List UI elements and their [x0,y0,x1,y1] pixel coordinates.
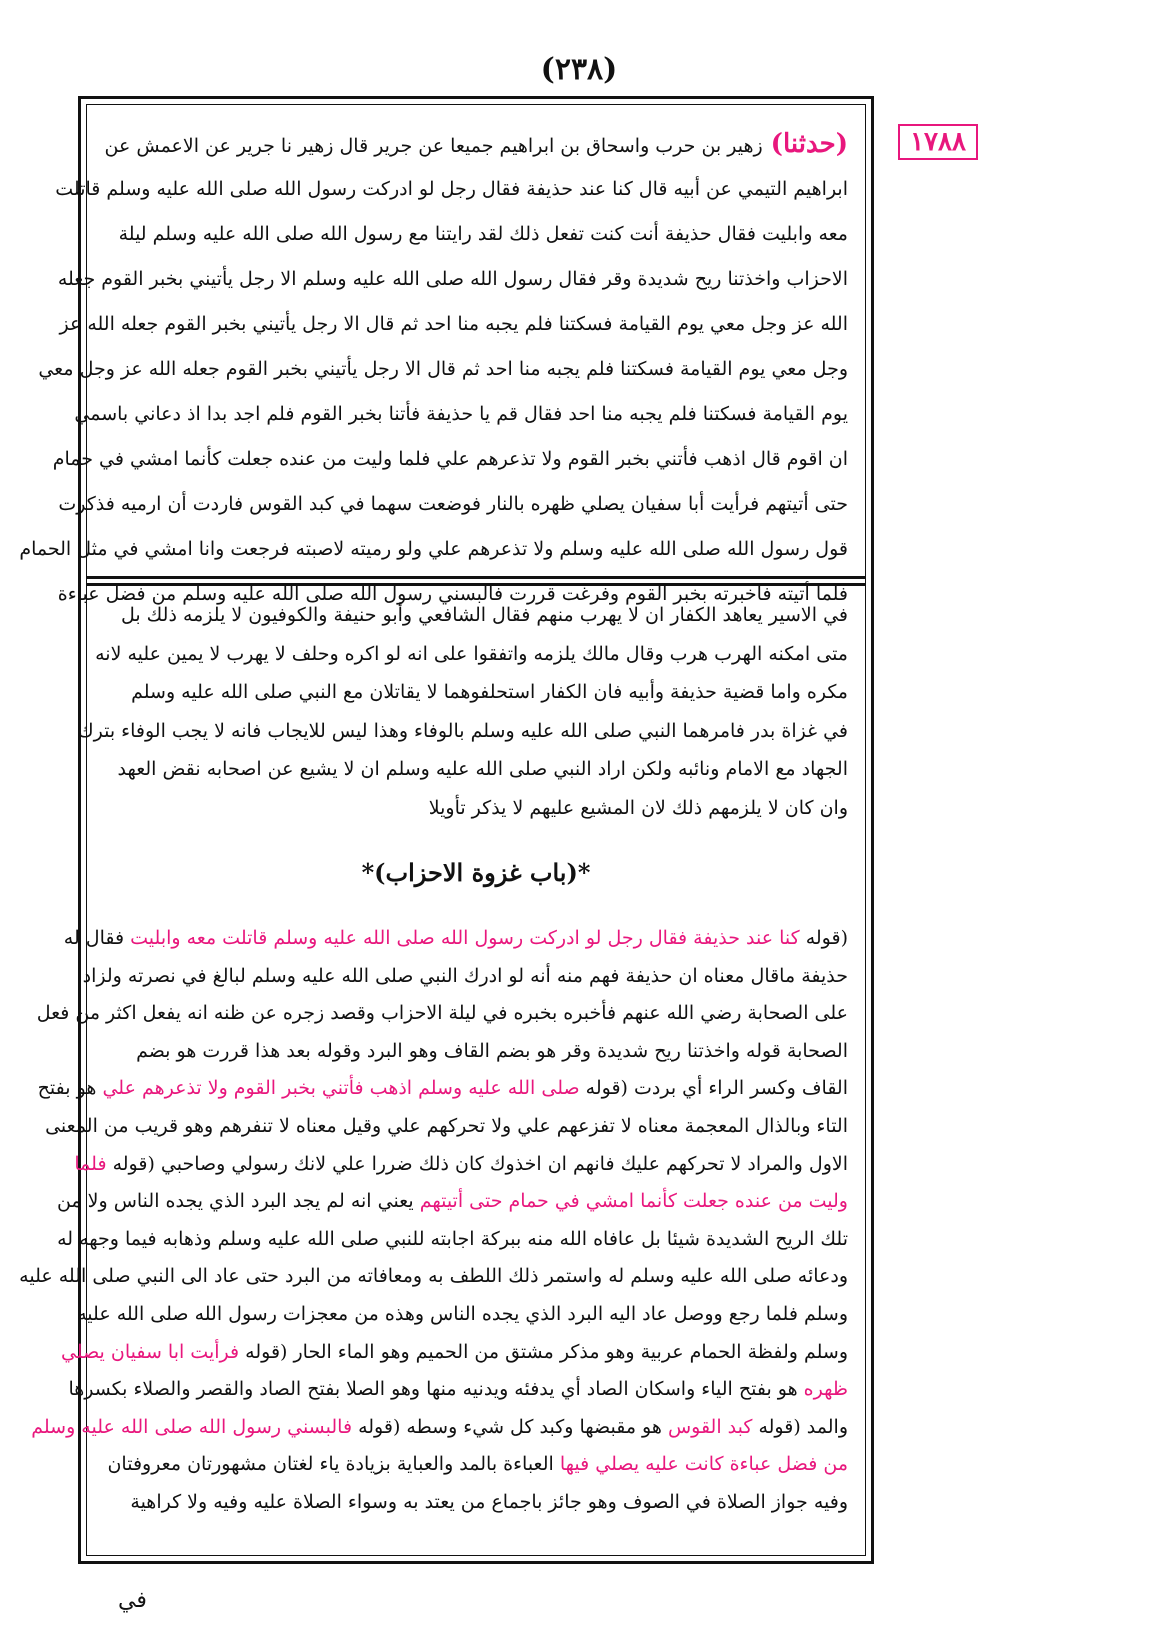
note-segment: القاف وكسر الراء أي بردت (قوله [579,1077,848,1100]
explanatory-notes [19,920,848,1522]
note-segment: يعني انه لم يجد البرد الذي يجده الناس ولا من [56,1190,420,1213]
commentary-line: في الاسير يعاهد الكفار ان لا يهرب منهم فقال الشافعي وأبو حنيفة والكوفيون لا يلزمه ذلك بل [120,604,848,626]
commentary-line: وان كان لا يلزمهم ذلك لان المشيع عليهم لا يذكر تأويلا [428,796,848,819]
page-number: (٢٣٨) [540,52,618,87]
note-segment: وسلم ولفظة الحمام عربية وهو مذكر مشتق من الحميم وهو الماء الحار (قوله [239,1340,848,1363]
hadith-line: فلما أتيته فاخبرته بخبر القوم وفرغت قررت فالبسني رسول الله صلى الله عليه وسلم من فضل عباءة [57,583,848,605]
note-segment: حذيفة ماقال معناه ان حذيفة فهم منه أنه لو ادرك النبي صلى الله عليه وسلم لبالغ في نصرته ولزاد [82,964,848,987]
note-line [104,1446,848,1484]
note-segment: التاء وبالذال المعجمة معناه لا تفزعهم علي ولا تحركهم علي وقيل معناه لا تنفرهم وهو قريب من المعنى [45,1114,848,1137]
note-line [45,1108,848,1146]
note-line [57,1221,848,1259]
note-line [56,1183,848,1221]
note-segment: وفيه جواز الصلاة في الصوف وهو جائز باجماع من يعتد به وسواء الصلاة عليه وفيه ولا كراهية [130,1490,848,1513]
note-segment: الصحابة قوله واخذتنا ريح شديدة وقر هو بضم القاف وهو البرد وقوله بعد هذا قررت هو بضم [136,1039,848,1062]
note-segment: على الصحابة رضي الله عنهم فأخبره بخبره في ليلة الاحزاب وقصد زجره عن ظنه انه يفعل اكثر من فعل [36,1002,848,1025]
quoted-matn-segment: وليت من عنده جعلت كأنما امشي في حمام حتى أتيتهم [419,1190,848,1213]
note-line [77,1296,848,1334]
note-line [19,1258,848,1296]
note-segment: فقال له [63,927,131,949]
quoted-matn-segment: فلما [74,1152,107,1175]
note-line [74,1146,848,1184]
note-segment: هو مقبضها وكبد كل شيء وسطه (قوله [352,1415,668,1438]
quoted-matn-segment: كنا عند حذيفة فقال رجل لو ادركت رسول الله صلى الله عليه وسلم قاتلت معه وابليت [130,927,800,949]
commentary-line: الجهاد مع الامام ونائبه ولكن اراد النبي صلى الله عليه وسلم ان لا يشيع عن اصحابه نقض العهد [117,758,848,780]
hadith-line: ابراهيم التيمي عن أبيه قال كنا عند حذيفة فقال رجل لو ادركت رسول الله صلى الله عليه وسلم قاتلت [55,178,848,200]
hadith-line: حتى أتيتهم فرأيت أبا سفيان يصلي ظهره بالنار فوضعت سهما في كبد القوس فاردت أن ارميه فذكرت [58,493,848,515]
note-line [60,1334,848,1372]
hadith-line: الله عز وجل معي يوم القيامة فسكتنا فلم يجبه منا احد ثم قال الا رجل يأتيني بخبر القوم جعله الله عز [59,313,848,335]
commentary-line: مكره واما قضية حذيفة وأبيه فان الكفار استحلفوهما لا يقاتلان مع النبي صلى الله عليه وسلم [131,681,848,703]
commentary-text [77,596,848,827]
note-line [82,958,848,996]
quoted-matn-segment: من فضل عباءة كانت عليه يصلي فيها [559,1453,848,1476]
note-segment: تلك الريح الشديدة شيئا بل عافاه الله منه ببركة اجابته للنبي صلى الله عليه وسلم وذهابه فيما وجهه له [57,1227,848,1250]
note-segment: العباءة بالمد والعباية بزيادة ياء لغتان مشهورتان معروفتان [107,1453,560,1476]
commentary-line: متى امكنه الهرب هرب وقال مالك يلزمه واتفقوا على انه لو اكره وحلف لا يهرب لا يمين عليه لانه [95,642,848,665]
note-line [31,1409,848,1447]
hadith-line: وجل معي يوم القيامة فسكتنا فلم يجبه منا احد ثم قال الا رجل يأتيني بخبر القوم جعله الله عز وجل معي [38,358,848,380]
note-line [104,1484,848,1522]
note-segment: وسلم فلما رجع ووصل عاد اليه البرد الذي يجده الناس وهذه من معجزات رسول الله صلى الله عليه [77,1302,848,1325]
note-segment: ودعائه صلى الله عليه وسلم له واستمر ذلك اللطف به ومعافاته من البرد حتى عاد الى النبي صلى الله عليه [19,1265,848,1288]
quoted-matn-segment: فالبسني رسول الله صلى الله عليه وسلم [31,1415,353,1438]
hadith-line: الاحزاب واخذتنا ريح شديدة وقر فقال رسول الله صلى الله عليه وسلم الا رجل يأتيني بخبر القوم جعله [57,268,848,290]
hadith-opener: (حدثنا) [770,129,848,159]
note-line [104,1033,848,1071]
note-line [63,920,848,958]
hadith-number-badge: ١٧٨٨ [898,124,978,160]
note-segment: هو بفتح [37,1077,103,1100]
hadith-line: ان اقوم قال اذهب فأتني بخبر القوم ولا تذعرهم علي فلما وليت من عنده جعلت كأنما امشي في حمام [52,448,848,470]
note-line [37,1070,848,1108]
quoted-matn-segment: ظهره [803,1378,848,1401]
hadith-line: (حدثنا)زهير بن حرب واسحاق بن ابراهيم جميعا عن جرير قال زهير نا جرير عن الاعمش عن [104,129,848,159]
commentary-line: في غزاة بدر فامرهما النبي صلى الله عليه وسلم بالوفاء وهذا ليس للايجاب فانه لا يجب الوفاء بترك [77,719,848,742]
note-segment: والمد (قوله [752,1415,848,1438]
hadith-line: يوم القيامة فسكتنا فلم يجبه منا احد فقال قم يا حذيفة فأتنا بخبر القوم فلم اجد بدا اذ دعاني باسمي [74,403,848,425]
hadith-text [19,122,848,617]
quoted-matn-segment: صلى الله عليه وسلم اذهب فأتني بخبر القوم ولا تذعرهم علي [102,1077,580,1100]
note-segment: هو بفتح الياء واسكان الصاد أي يدفئه ويدنيه منها وهو الصلا بفتح الصاد والقصر والصلاء بكسرها [68,1378,804,1401]
note-segment: الاول والمراد لا تحركهم عليك فانهم ان اخذوك كان ذلك ضررا علي لانك رسولي وصاحبي (قوله [106,1152,848,1175]
catchword: في [118,1588,147,1613]
hadith-line: قول رسول الله صلى الله عليه وسلم ولا تذعرهم علي ولو رميته لاصبته فرجعت وانا امشي في مثل الحمام [19,538,848,560]
note-line [68,1371,848,1409]
quoted-matn-segment: كبد القوس [667,1415,753,1438]
hadith-line: معه وابليت فقال حذيفة أنت كنت تفعل ذلك لقد رايتنا مع رسول الله صلى الله عليه وسلم ليلة [118,223,848,245]
quoted-matn-segment: فرأيت ابا سفيان يصلي [60,1340,240,1363]
note-segment: (قوله [799,927,848,949]
chapter-heading: *(باب غزوة الاحزاب)* [361,858,591,887]
note-line [36,995,848,1033]
